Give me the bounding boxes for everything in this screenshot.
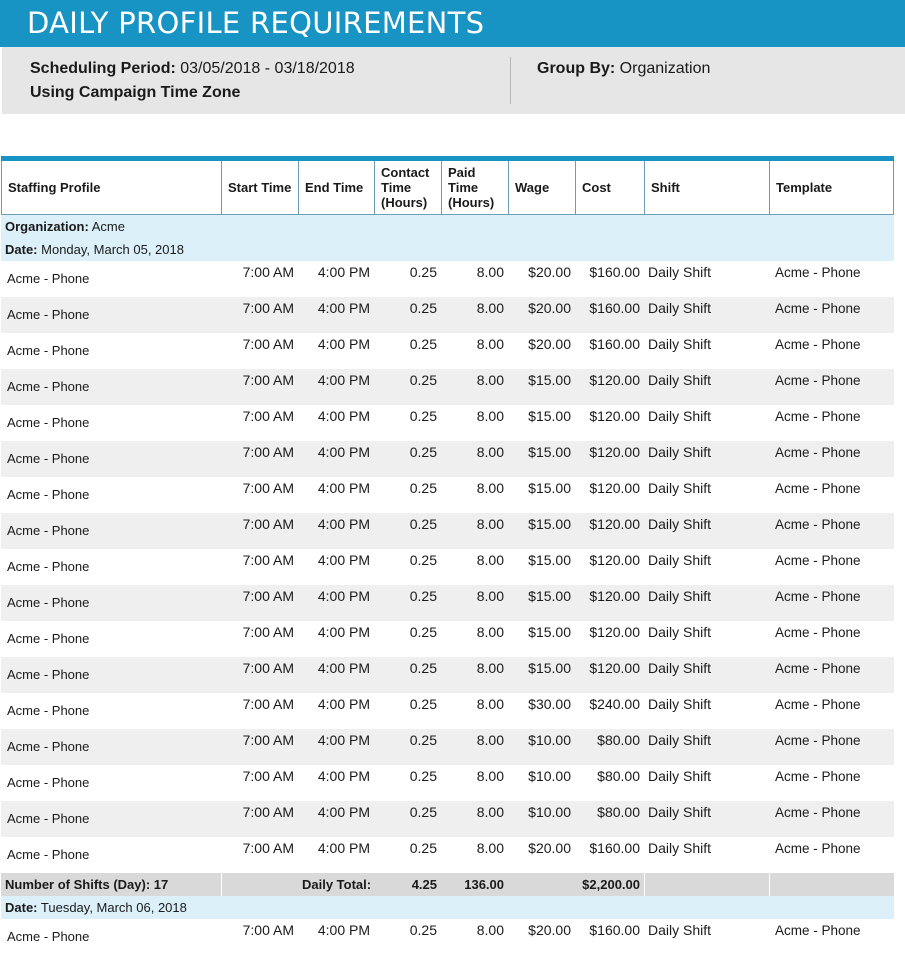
shift-cell: Daily Shift <box>648 732 712 748</box>
paid-time-cell: 8.00 <box>476 480 504 496</box>
end-time-cell: 4:00 PM <box>317 922 370 938</box>
cost-cell: $120.00 <box>589 588 640 604</box>
day1-rows <box>1 261 894 873</box>
contact-time-cell: 0.25 <box>409 804 437 820</box>
staffing-profile-cell: Acme - Phone <box>7 775 90 790</box>
start-time-cell: 7:00 AM <box>242 624 294 640</box>
wage-cell: $10.00 <box>528 768 571 784</box>
cost-cell: $160.00 <box>589 840 640 856</box>
end-time-cell: 4:00 PM <box>317 660 370 676</box>
table-row <box>1 405 894 441</box>
staffing-profile-cell: Acme - Phone <box>7 929 90 944</box>
table-row <box>1 801 894 837</box>
col-cost: Cost <box>575 161 644 214</box>
staffing-profile-cell: Acme - Phone <box>7 811 90 826</box>
paid-time-cell: 8.00 <box>476 768 504 784</box>
col-end-time: End Time <box>298 161 374 214</box>
wage-cell: $15.00 <box>528 588 571 604</box>
template-cell: Acme - Phone <box>775 923 861 938</box>
template-cell: Acme - Phone <box>775 805 861 820</box>
table-row <box>1 837 894 873</box>
template-cell: Acme - Phone <box>775 553 861 568</box>
contact-time-cell: 0.25 <box>409 300 437 316</box>
wage-cell: $20.00 <box>528 922 571 938</box>
paid-time-cell: 8.00 <box>476 300 504 316</box>
paid-time-cell: 8.00 <box>476 732 504 748</box>
paid-time-cell: 8.00 <box>476 840 504 856</box>
staffing-profile-cell: Acme - Phone <box>7 271 90 286</box>
date-label: Date: <box>5 900 38 915</box>
cost-cell: $80.00 <box>597 804 640 820</box>
wage-cell: $10.00 <box>528 804 571 820</box>
paid-time-cell: 8.00 <box>476 660 504 676</box>
table-row <box>1 441 894 477</box>
start-time-cell: 7:00 AM <box>242 408 294 424</box>
template-cell: Acme - Phone <box>775 445 861 460</box>
shift-cell: Daily Shift <box>648 768 712 784</box>
date-label: Date: <box>5 242 38 257</box>
shift-cell: Daily Shift <box>648 552 712 568</box>
cost-cell: $80.00 <box>597 732 640 748</box>
table-row <box>1 657 894 693</box>
info-divider <box>510 57 511 104</box>
contact-time-cell: 0.25 <box>409 840 437 856</box>
end-time-cell: 4:00 PM <box>317 372 370 388</box>
contact-time-cell: 0.25 <box>409 624 437 640</box>
template-cell: Acme - Phone <box>775 517 861 532</box>
col-template: Template <box>769 161 894 214</box>
end-time-cell: 4:00 PM <box>317 804 370 820</box>
paid-time-cell: 8.00 <box>476 408 504 424</box>
col-shift: Shift <box>644 161 769 214</box>
template-cell: Acme - Phone <box>775 625 861 640</box>
cost-cell: $120.00 <box>589 552 640 568</box>
wage-cell: $20.00 <box>528 840 571 856</box>
start-time-cell: 7:00 AM <box>242 336 294 352</box>
paid-time-cell: 8.00 <box>476 336 504 352</box>
table-header-row <box>1 161 894 215</box>
start-time-cell: 7:00 AM <box>242 444 294 460</box>
total-paid-time: 136.00 <box>464 877 504 892</box>
wage-cell: $15.00 <box>528 660 571 676</box>
report-info-panel <box>2 47 905 114</box>
shift-cell: Daily Shift <box>648 444 712 460</box>
total-template-spacer <box>769 873 894 896</box>
template-cell: Acme - Phone <box>775 769 861 784</box>
template-cell: Acme - Phone <box>775 733 861 748</box>
end-time-cell: 4:00 PM <box>317 480 370 496</box>
paid-time-cell: 8.00 <box>476 804 504 820</box>
shift-cell: Daily Shift <box>648 588 712 604</box>
end-time-cell: 4:00 PM <box>317 552 370 568</box>
shift-cell: Daily Shift <box>648 696 712 712</box>
contact-time-cell: 0.25 <box>409 444 437 460</box>
end-time-cell: 4:00 PM <box>317 624 370 640</box>
daily-total-label: Daily Total: <box>302 877 372 892</box>
wage-cell: $15.00 <box>528 444 571 460</box>
contact-time-cell: 0.25 <box>409 480 437 496</box>
daily-total-row <box>1 873 894 896</box>
date-value: Tuesday, March 06, 2018 <box>40 900 187 915</box>
end-time-cell: 4:00 PM <box>317 264 370 280</box>
scheduling-period-label: Scheduling Period: <box>30 60 176 77</box>
start-time-cell: 7:00 AM <box>242 804 294 820</box>
report-title-bar <box>0 0 905 47</box>
staffing-profile-cell: Acme - Phone <box>7 523 90 538</box>
wage-cell: $15.00 <box>528 516 571 532</box>
paid-time-cell: 8.00 <box>476 516 504 532</box>
table-row <box>1 729 894 765</box>
col-start-time: Start Time <box>221 161 298 214</box>
contact-time-cell: 0.25 <box>409 922 437 938</box>
start-time-cell: 7:00 AM <box>242 300 294 316</box>
col-wage: Wage <box>508 161 575 214</box>
end-time-cell: 4:00 PM <box>317 732 370 748</box>
contact-time-cell: 0.25 <box>409 588 437 604</box>
start-time-cell: 7:00 AM <box>242 732 294 748</box>
table-row <box>1 333 894 369</box>
start-time-cell: 7:00 AM <box>242 768 294 784</box>
staffing-profile-cell: Acme - Phone <box>7 703 90 718</box>
wage-cell: $15.00 <box>528 408 571 424</box>
table-row <box>1 369 894 405</box>
cost-cell: $120.00 <box>589 624 640 640</box>
cost-cell: $120.00 <box>589 408 640 424</box>
wage-cell: $15.00 <box>528 552 571 568</box>
table-row <box>1 513 894 549</box>
staffing-profile-cell: Acme - Phone <box>7 595 90 610</box>
total-contact-time: 4.25 <box>411 877 437 892</box>
start-time-cell: 7:00 AM <box>242 660 294 676</box>
wage-cell: $20.00 <box>528 336 571 352</box>
shift-cell: Daily Shift <box>648 336 712 352</box>
shift-cell: Daily Shift <box>648 624 712 640</box>
table-row <box>1 693 894 729</box>
organization-value: Acme <box>91 219 125 234</box>
table-row <box>1 919 894 955</box>
paid-time-cell: 8.00 <box>476 922 504 938</box>
wage-cell: $30.00 <box>528 696 571 712</box>
day2-rows <box>1 919 894 955</box>
staffing-profile-cell: Acme - Phone <box>7 739 90 754</box>
staffing-profile-cell: Acme - Phone <box>7 559 90 574</box>
end-time-cell: 4:00 PM <box>317 336 370 352</box>
table-row <box>1 549 894 585</box>
table-row <box>1 297 894 333</box>
cost-cell: $160.00 <box>589 336 640 352</box>
start-time-cell: 7:00 AM <box>242 372 294 388</box>
paid-time-cell: 8.00 <box>476 444 504 460</box>
start-time-cell: 7:00 AM <box>242 552 294 568</box>
time-zone-note <box>30 84 240 102</box>
end-time-cell: 4:00 PM <box>317 840 370 856</box>
staffing-profile-cell: Acme - Phone <box>7 343 90 358</box>
contact-time-cell: 0.25 <box>409 372 437 388</box>
group-by <box>537 60 710 78</box>
organization-group-row <box>1 215 894 238</box>
cost-cell: $160.00 <box>589 922 640 938</box>
wage-cell: $15.00 <box>528 480 571 496</box>
template-cell: Acme - Phone <box>775 481 861 496</box>
total-spacer <box>221 873 298 896</box>
scheduling-period <box>30 60 355 78</box>
staffing-profile-cell: Acme - Phone <box>7 667 90 682</box>
group-by-label: Group By: <box>537 60 616 77</box>
shift-cell: Daily Shift <box>648 480 712 496</box>
shift-cell: Daily Shift <box>648 300 712 316</box>
cost-cell: $120.00 <box>589 372 640 388</box>
col-staffing-profile: Staffing Profile <box>1 161 221 214</box>
wage-cell: $10.00 <box>528 732 571 748</box>
cost-cell: $160.00 <box>589 264 640 280</box>
contact-time-cell: 0.25 <box>409 264 437 280</box>
end-time-cell: 4:00 PM <box>317 408 370 424</box>
end-time-cell: 4:00 PM <box>317 516 370 532</box>
start-time-cell: 7:00 AM <box>242 840 294 856</box>
group-by-value: Organization <box>619 60 711 77</box>
contact-time-cell: 0.25 <box>409 732 437 748</box>
table-row <box>1 621 894 657</box>
staffing-profile-cell: Acme - Phone <box>7 379 90 394</box>
start-time-cell: 7:00 AM <box>242 480 294 496</box>
template-cell: Acme - Phone <box>775 301 861 316</box>
cost-cell: $120.00 <box>589 480 640 496</box>
cost-cell: $120.00 <box>589 660 640 676</box>
shift-count-label: Number of Shifts (Day): <box>5 877 151 892</box>
cost-cell: $80.00 <box>597 768 640 784</box>
time-zone-label: Using Campaign Time Zone <box>30 84 241 101</box>
shift-cell: Daily Shift <box>648 372 712 388</box>
shift-cell: Daily Shift <box>648 264 712 280</box>
template-cell: Acme - Phone <box>775 265 861 280</box>
shift-cell: Daily Shift <box>648 516 712 532</box>
report-title: DAILY PROFILE REQUIREMENTS <box>27 6 485 40</box>
contact-time-cell: 0.25 <box>409 408 437 424</box>
staffing-profile-cell: Acme - Phone <box>7 847 90 862</box>
table-row <box>1 765 894 801</box>
end-time-cell: 4:00 PM <box>317 768 370 784</box>
date-value: Monday, March 05, 2018 <box>41 242 184 257</box>
paid-time-cell: 8.00 <box>476 696 504 712</box>
shift-cell: Daily Shift <box>648 922 712 938</box>
total-cost: $2,200.00 <box>582 877 640 892</box>
cost-cell: $120.00 <box>589 444 640 460</box>
table-row <box>1 261 894 297</box>
shift-cell: Daily Shift <box>648 660 712 676</box>
scheduling-period-value: 03/05/2018 - 03/18/2018 <box>180 60 355 77</box>
paid-time-cell: 8.00 <box>476 588 504 604</box>
end-time-cell: 4:00 PM <box>317 444 370 460</box>
template-cell: Acme - Phone <box>775 841 861 856</box>
total-shift-spacer <box>644 873 769 896</box>
paid-time-cell: 8.00 <box>476 372 504 388</box>
staffing-profile-cell: Acme - Phone <box>7 631 90 646</box>
shift-cell: Daily Shift <box>648 804 712 820</box>
contact-time-cell: 0.25 <box>409 336 437 352</box>
staffing-profile-cell: Acme - Phone <box>7 415 90 430</box>
total-wage-spacer <box>508 873 575 896</box>
template-cell: Acme - Phone <box>775 589 861 604</box>
col-contact-time: Contact Time (Hours) <box>374 161 441 214</box>
cost-cell: $120.00 <box>589 516 640 532</box>
contact-time-cell: 0.25 <box>409 516 437 532</box>
end-time-cell: 4:00 PM <box>317 588 370 604</box>
template-cell: Acme - Phone <box>775 409 861 424</box>
end-time-cell: 4:00 PM <box>317 300 370 316</box>
paid-time-cell: 8.00 <box>476 264 504 280</box>
organization-label: Organization: <box>5 219 89 234</box>
staffing-profile-cell: Acme - Phone <box>7 307 90 322</box>
col-paid-time: Paid Time (Hours) <box>441 161 508 214</box>
date-group-row <box>1 896 894 919</box>
cost-cell: $160.00 <box>589 300 640 316</box>
paid-time-cell: 8.00 <box>476 552 504 568</box>
template-cell: Acme - Phone <box>775 697 861 712</box>
contact-time-cell: 0.25 <box>409 696 437 712</box>
template-cell: Acme - Phone <box>775 661 861 676</box>
shift-cell: Daily Shift <box>648 840 712 856</box>
contact-time-cell: 0.25 <box>409 768 437 784</box>
staffing-profile-cell: Acme - Phone <box>7 451 90 466</box>
shift-count <box>1 873 221 896</box>
profile-requirements-table <box>1 156 894 955</box>
wage-cell: $20.00 <box>528 264 571 280</box>
shift-count-value: 17 <box>153 877 169 892</box>
contact-time-cell: 0.25 <box>409 660 437 676</box>
contact-time-cell: 0.25 <box>409 552 437 568</box>
date-group-row <box>1 238 894 261</box>
start-time-cell: 7:00 AM <box>242 696 294 712</box>
wage-cell: $20.00 <box>528 300 571 316</box>
start-time-cell: 7:00 AM <box>242 516 294 532</box>
wage-cell: $15.00 <box>528 624 571 640</box>
start-time-cell: 7:00 AM <box>242 264 294 280</box>
wage-cell: $15.00 <box>528 372 571 388</box>
shift-cell: Daily Shift <box>648 408 712 424</box>
start-time-cell: 7:00 AM <box>242 922 294 938</box>
table-row <box>1 585 894 621</box>
paid-time-cell: 8.00 <box>476 624 504 640</box>
table-row <box>1 477 894 513</box>
end-time-cell: 4:00 PM <box>317 696 370 712</box>
template-cell: Acme - Phone <box>775 337 861 352</box>
template-cell: Acme - Phone <box>775 373 861 388</box>
cost-cell: $240.00 <box>589 696 640 712</box>
start-time-cell: 7:00 AM <box>242 588 294 604</box>
staffing-profile-cell: Acme - Phone <box>7 487 90 502</box>
